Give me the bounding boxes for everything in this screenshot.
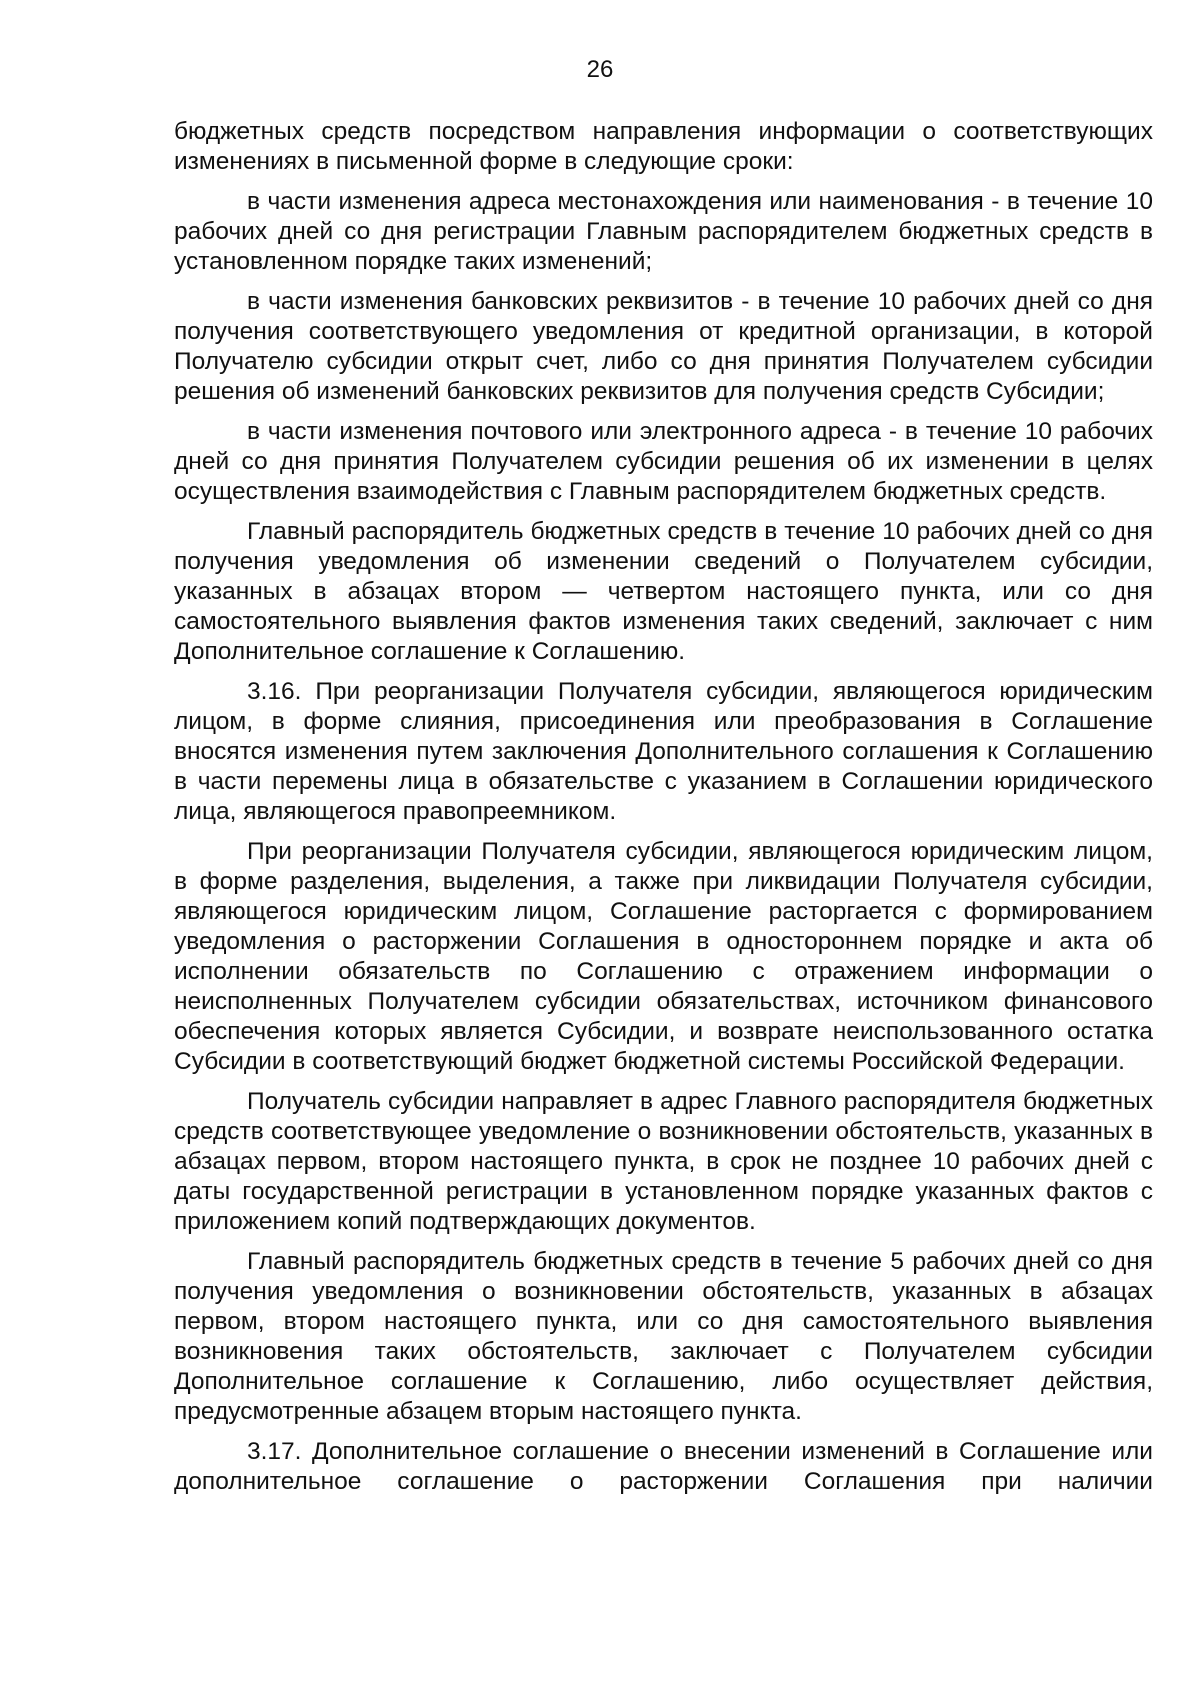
paragraph-2: в части изменения адреса местонахождения или наименования - в течение 10 рабочих дней со дня регистрации Главным распорядителем бюджетных средств в установленном порядке таких изменений; — [174, 188, 1153, 275]
document-body — [174, 117, 1153, 1497]
paragraph-6: 3.16. При реорганизации Получателя субсидии, являющегося юридическим лицом, в форме слияния, присоединения или преобразования в Соглашение вносятся изменения путем заключения Дополнительного соглашения к Соглашению в части перемены лица в обязательстве с указанием в Соглашении юридического лица, являющегося правопреемником. — [174, 678, 1153, 825]
paragraph-3: в части изменения банковских реквизитов - в течение 10 рабочих дней со дня получения соответствующего уведомления от кредитной организации, в которой Получателю субсидии открыт счет, либо со дня принятия Получателем субсидии решения об изменений банковских реквизитов для получения средств Субсидии; — [174, 288, 1153, 405]
paragraph-7: При реорганизации Получателя субсидии, являющегося юридическим лицом, в форме разделения, выделения, а также при ликвидации Получателя субсидии, являющегося юридическим лицом, Соглашение расторгается с формированием уведомления о расторжении Соглашения в одностороннем порядке и акта об исполнении обязательств по Соглашению с отражением информации о неисполненных Получателем субсидии обязательствах, источником финансового обеспечения которых является Субсидии, и возврате неиспользованного остатка Субсидии в соответствующий бюджет бюджетной системы Российской Федерации. — [174, 838, 1153, 1075]
paragraph-4: в части изменения почтового или электронного адреса - в течение 10 рабочих дней со дня принятия Получателем субсидии решения об их изменении в целях осуществления взаимодействия с Главным распорядителем бюджетных средств. — [174, 418, 1153, 505]
paragraph-5: Главный распорядитель бюджетных средств в течение 10 рабочих дней со дня получения уведомления об изменении сведений о Получателем субсидии, указанных в абзацах втором — четвертом настоящего пункта, или со дня самостоятельного выявления фактов изменения таких сведений, заключает с ним Дополнительное соглашение к Соглашению. — [174, 518, 1153, 665]
paragraph-1: бюджетных средств посредством направления информации о соответствующих изменениях в письменной форме в следующие сроки: — [174, 118, 1153, 175]
paragraph-9: Главный распорядитель бюджетных средств в течение 5 рабочих дней со дня получения уведомления о возникновении обстоятельств, указанных в абзацах первом, втором настоящего пункта, или со дня самостоятельного выявления возникновения таких обстоятельств, заключает с Получателем субсидии Дополнительное соглашение к Соглашению, либо осуществляет действия, предусмотренные абзацем вторым настоящего пункта. — [174, 1248, 1153, 1425]
paragraph-8: Получатель субсидии направляет в адрес Главного распорядителя бюджетных средств соответствующее уведомление о возникновении обстоятельств, указанных в абзацах первом, втором настоящего пункта, в срок не позднее 10 рабочих дней с даты государственной регистрации в установленном порядке указанных фактов с приложением копий подтверждающих документов. — [174, 1088, 1153, 1235]
page-number: 26 — [586, 56, 614, 83]
paragraph-10: 3.17. Дополнительное соглашение о внесении изменений в Соглашение или дополнительное соглашение о расторжении Соглашения при наличии — [174, 1438, 1153, 1495]
